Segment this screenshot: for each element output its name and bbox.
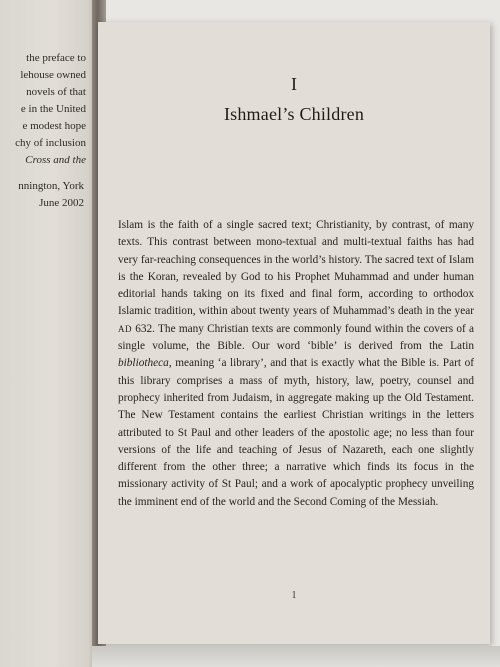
left-line: lehouse owned — [20, 69, 86, 81]
preface-signature — [0, 178, 84, 212]
left-line: e in the United — [20, 103, 86, 115]
paragraph-part: Islam is the faith of a single sacred text; Christianity, by contrast, of many texts. This contrast between mono-textual and multi-textual faiths has had very far-reaching consequences in the world’s history. The sacred text of Islam is the Koran, revealed by God to his Prophet Muhammad and under human editorial hands taking on its fixed and final form, according to orthodox Islamic tradition, within about twenty years of Muhammad’s death in the year — [118, 219, 474, 318]
body-paragraph — [118, 217, 474, 511]
left-page — [0, 0, 96, 667]
left-line: Cross and the — [25, 154, 86, 166]
left-line: the preface to — [26, 52, 86, 64]
page-number: 1 — [291, 590, 297, 601]
left-line: e modest hope — [22, 120, 86, 132]
left-line: chy of inclusion — [15, 137, 86, 149]
signature-date: June 2002 — [39, 197, 84, 209]
paragraph-part: 632. The many Christian texts are commonly found within the covers of a single volume, the Bible. Our word ‘bible’ is derived from the Latin — [118, 322, 474, 353]
chapter-title: Ishmael’s Children — [223, 104, 365, 124]
table-surface — [92, 646, 500, 667]
left-line: novels of that — [26, 86, 86, 98]
right-page — [98, 22, 490, 644]
paragraph-part: , meaning ‘a library’, and that is exactly what the Bible is. Part of this library comprises a mass of myth, history, law, poetry, counsel and prophecy inherited from Judaism, in aggregate making up the Old Testament. The New Testament contains the earliest Christian writings in the letters attributed to St Paul and other leaders of the apostolic age; no less than four versions of the life and teaching of Jesus of Nazareth, each one slightly different from the other three; a narrative which finds its focus in the missionary activity of St Paul; and a work of apocalyptic prophecy unveiling the imminent end of the world and the Second Coming of the Messiah. — [118, 357, 474, 508]
era-abbrev: AD — [118, 323, 132, 334]
italic-term: bibliotheca — [118, 357, 169, 370]
chapter-number: I — [291, 74, 297, 94]
left-page-text — [0, 50, 86, 169]
signature-place: nnington, York — [18, 180, 84, 192]
